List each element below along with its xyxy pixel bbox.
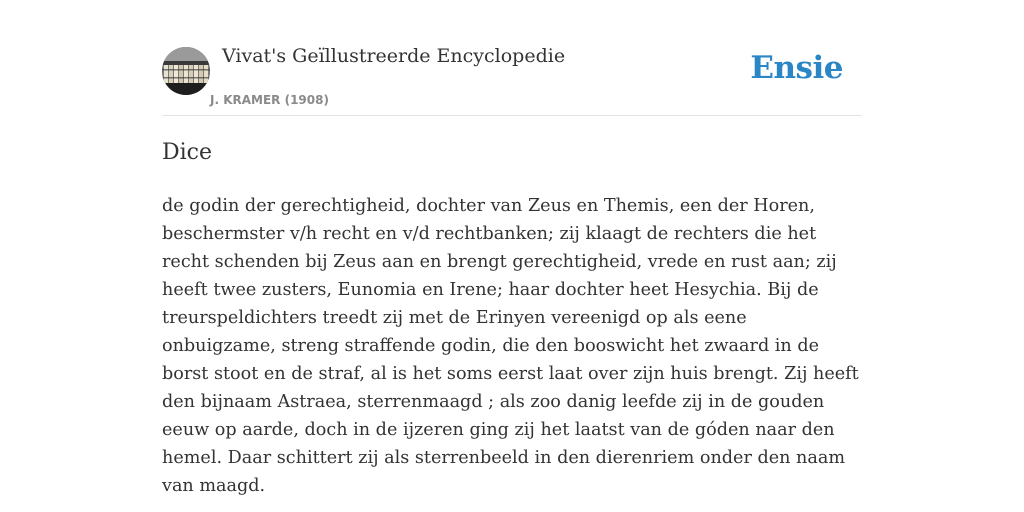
- source-book-avatar[interactable]: [162, 47, 210, 95]
- source-title[interactable]: Vivat's Geïllustreerde Encyclopedie: [222, 45, 566, 67]
- entry-body: de godin der gerechtigheid, dochter van Zeus en Themis, een der Horen, beschermster v/h recht en v/d rechtbanken; zij klaagt de rechters die het recht schenden bij Zeus aan en brengt gerechtigheid, vrede en rust aan; zij heeft twee zusters, Eunomia en Irene; haar dochter heet Hesychia. Bij de treurspeldichters treedt zij met de Erinyen vereenigd op als eene onbuigzame, streng straffende godin, die den booswicht het zwaard in de borst stoot en de straf, al is het soms eerst laat over zijn huis brengt. Zij heeft den bijnaam Astraea, sterrenmaagd ; als zoo danig leefde zij in de gouden eeuw op aarde, doch in de ijzeren ging zij het laatst van de góden naar den hemel. Daar schittert zij als sterrenbeeld in den dierenriem onder den naam van maagd.: [162, 196, 859, 496]
- source-author: J. KRAMER (1908): [210, 93, 329, 107]
- entry-card: [162, 0, 862, 512]
- source-header: [162, 0, 862, 116]
- entry-title: Dice: [162, 140, 213, 165]
- ensie-logo[interactable]: Ensie: [750, 50, 843, 86]
- book-spines-icon: [162, 47, 210, 95]
